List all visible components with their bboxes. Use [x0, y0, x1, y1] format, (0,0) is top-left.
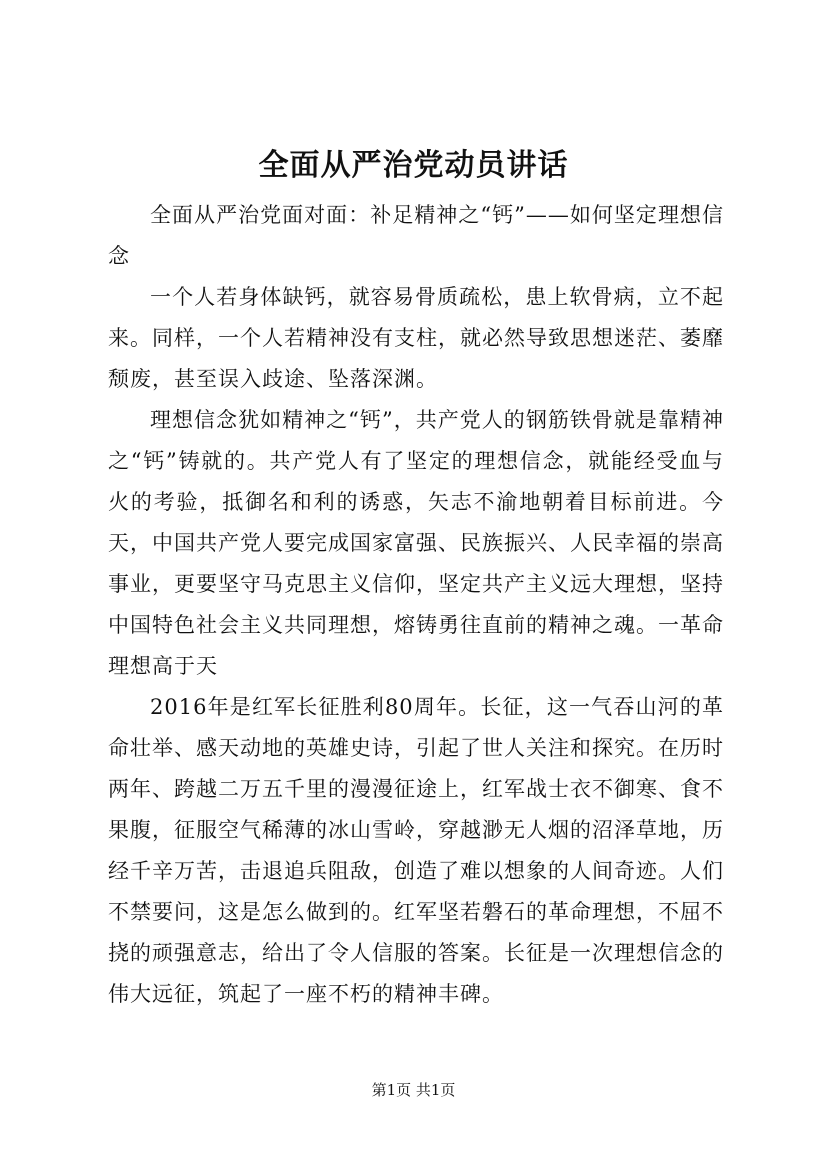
paragraph-subtitle: 全面从严治党面对面：补足精神之“钙”——如何坚定理想信念	[108, 203, 724, 268]
document-title: 全面从严治党动员讲话	[258, 148, 569, 183]
page-footer: 第1页 共1页	[371, 1081, 456, 1099]
paragraph-3: 2016年是红军长征胜利80周年。长征，这一气吞山河的革命壮举、感天动地的英雄史诗，引起了世人关注和探究。在历时两年、跨越二万五千里的漫漫征途上，红军战士衣不御寒、食不果腹，征服空气稀薄的冰山雪岭，穿越渺无人烟的沼泽草地，历经千辛万苦，击退追兵阻敌，创造了难以想象的人间奇迹。人们不禁要问，这是怎么做到的。红军坚若磐石的革命理想，不屈不挠的顽强意志，给出了令人信服的答案。长征是一次理想信念的伟大远征，筑起了一座不朽的精神丰碑。	[108, 695, 724, 1006]
paragraph-2: 理想信念犹如精神之“钙”，共产党人的钢筋铁骨就是靠精神之“钙”铸就的。共产党人有了坚定的理想信念，就能经受血与火的考验，抵御名和利的诱惑，矢志不渝地朝着目标前进。今天，中国共产党人要完成国家富强、民族振兴、人民幸福的崇高事业，更要坚守马克思主义信仰，坚定共产主义远大理想，坚持中国特色社会主义共同理想，熔铸勇往直前的精神之魂。一革命理想高于天	[108, 408, 724, 678]
document-body	[108, 195, 724, 1015]
paragraph-1: 一个人若身体缺钙，就容易骨质疏松，患上软骨病，立不起来。同样，一个人若精神没有支柱，就必然导致思想迷茫、萎靡颓废，甚至误入歧途、坠落深渊。	[108, 285, 724, 391]
